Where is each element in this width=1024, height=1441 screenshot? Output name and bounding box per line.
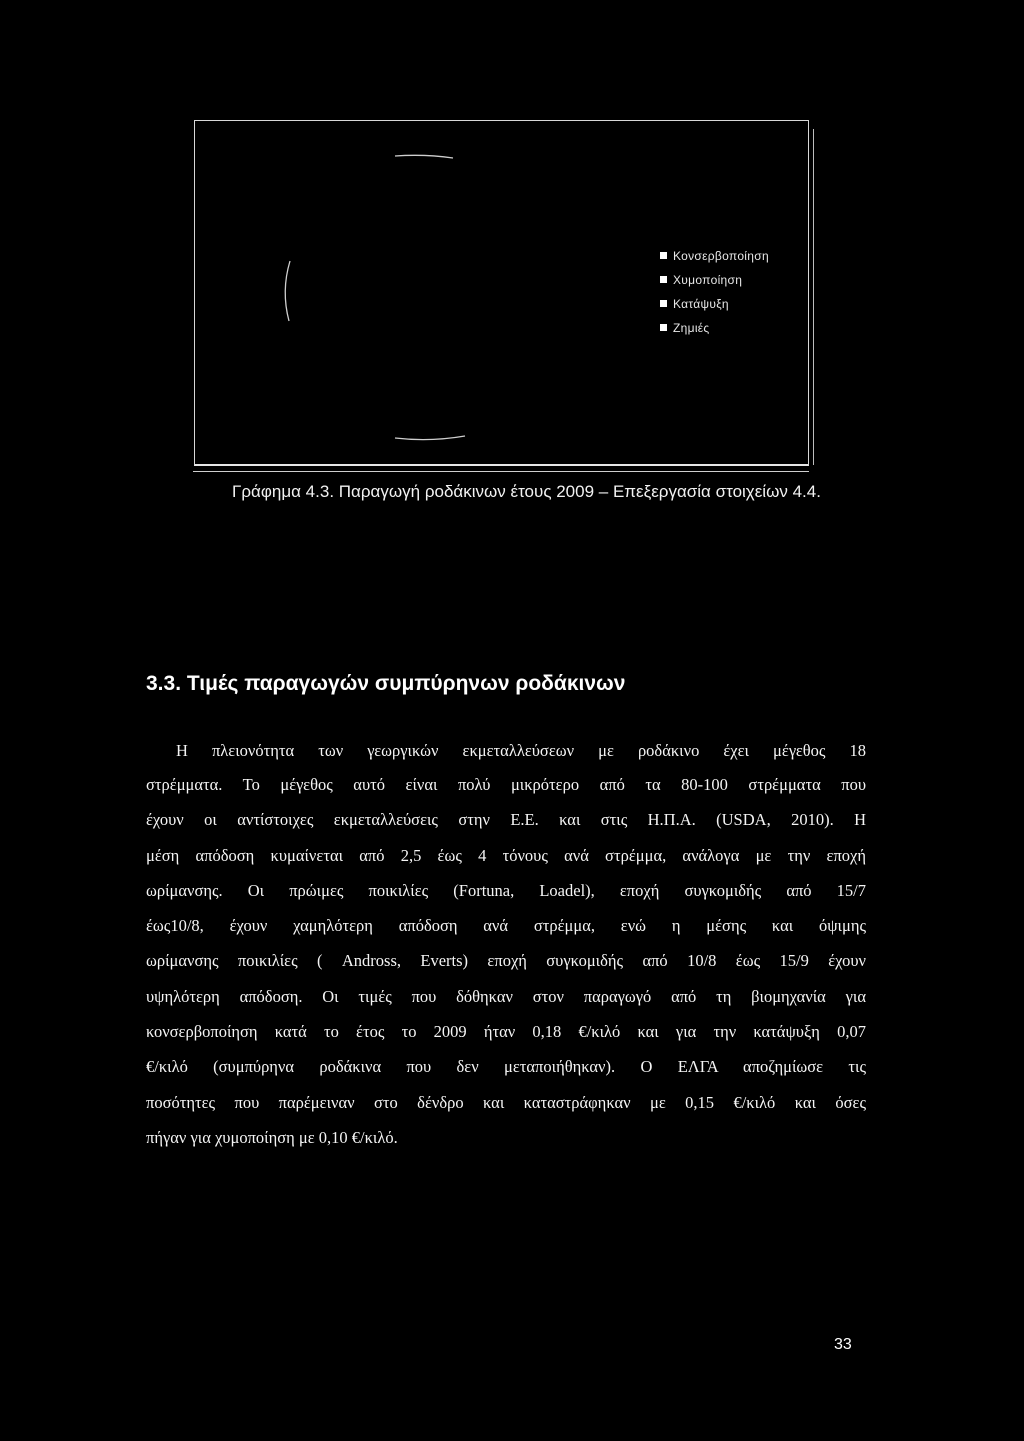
paragraph-line: μέση απόδοση κυμαίνεται από 2,5 έως 4 τόνους ανά στρέμμα, ανάλογα με την εποχή <box>146 846 866 865</box>
legend-swatch <box>660 324 667 331</box>
legend-label: Ζημιές <box>673 320 710 335</box>
pie-arc-top <box>395 155 453 158</box>
legend-swatch <box>660 276 667 283</box>
legend-item <box>660 245 800 266</box>
paragraph-line: υψηλότερη απόδοση. Οι τιμές που δόθηκαν στον παραγωγό από τη βιομηχανία για <box>146 987 866 1006</box>
legend-item <box>660 269 800 290</box>
chart-frame-edge <box>813 129 814 465</box>
paragraph-line: έχουν οι αντίστοιχες εκμεταλλεύσεις στην Ε.Ε. και στις Η.Π.Α. (USDA, 2010). Η <box>146 810 866 829</box>
pie-arc-bottom <box>395 436 465 440</box>
paragraph-line: πήγαν για χυμοποίηση με 0,10 €/κιλό. <box>146 1128 398 1147</box>
chart-legend <box>660 245 800 341</box>
paragraph-line: έως10/8, έχουν χαμηλότερη απόδοση ανά στρέμμα, ενώ η μέσης και όψιμης <box>146 916 866 935</box>
chart-frame-base-line <box>193 471 809 472</box>
pie-chart-outline <box>255 146 485 451</box>
chart-frame <box>194 120 809 466</box>
section-heading: 3.3. Τιμές παραγωγών συμπύρηνων ροδάκινων <box>146 672 626 695</box>
legend-label: Χυμοποίηση <box>673 272 743 287</box>
figure-caption: Γράφημα 4.3. Παραγωγή ροδάκινων έτους 2009 – Επεξεργασία στοιχείων 4.4. <box>232 482 821 501</box>
paragraph-line: €/κιλό (συμπύρηνα ροδάκινα που δεν μεταποιήθηκαν). Ο ΕΛΓΑ αποζημίωσε τις <box>146 1057 866 1076</box>
paragraph-line: ωρίμανσης ποικιλίες ( Andross, Everts) εποχή συγκομιδής από 10/8 έως 15/9 έχουν <box>146 951 866 970</box>
legend-swatch <box>660 300 667 307</box>
legend-label: Κατάψυξη <box>673 296 729 311</box>
legend-item <box>660 293 800 314</box>
legend-label: Κονσερβοποίηση <box>673 248 769 263</box>
legend-item <box>660 317 800 338</box>
paragraph-line: ωρίμανσης. Οι πρώιμες ποικιλίες (Fortuna, Loadel), εποχή συγκομιδής από 15/7 <box>146 881 866 900</box>
paragraph-line: ποσότητες που παρέμειναν στο δένδρο και καταστράφηκαν με 0,15 €/κιλό και όσες <box>146 1093 866 1112</box>
pie-arc-left <box>285 261 290 321</box>
page-number: 33 <box>834 1336 852 1353</box>
paragraph-line: στρέμματα. Το μέγεθος αυτό είναι πολύ μικρότερο από τα 80-100 στρέμματα που <box>146 775 866 794</box>
paragraph-line: κονσερβοποίηση κατά το έτος το 2009 ήταν 0,18 €/κιλό και για την κατάψυξη 0,07 <box>146 1022 866 1041</box>
paragraph-line: Η πλειονότητα των γεωργικών εκμεταλλεύσεων με ροδάκινο έχει μέγεθος 18 <box>176 741 866 760</box>
legend-swatch <box>660 252 667 259</box>
